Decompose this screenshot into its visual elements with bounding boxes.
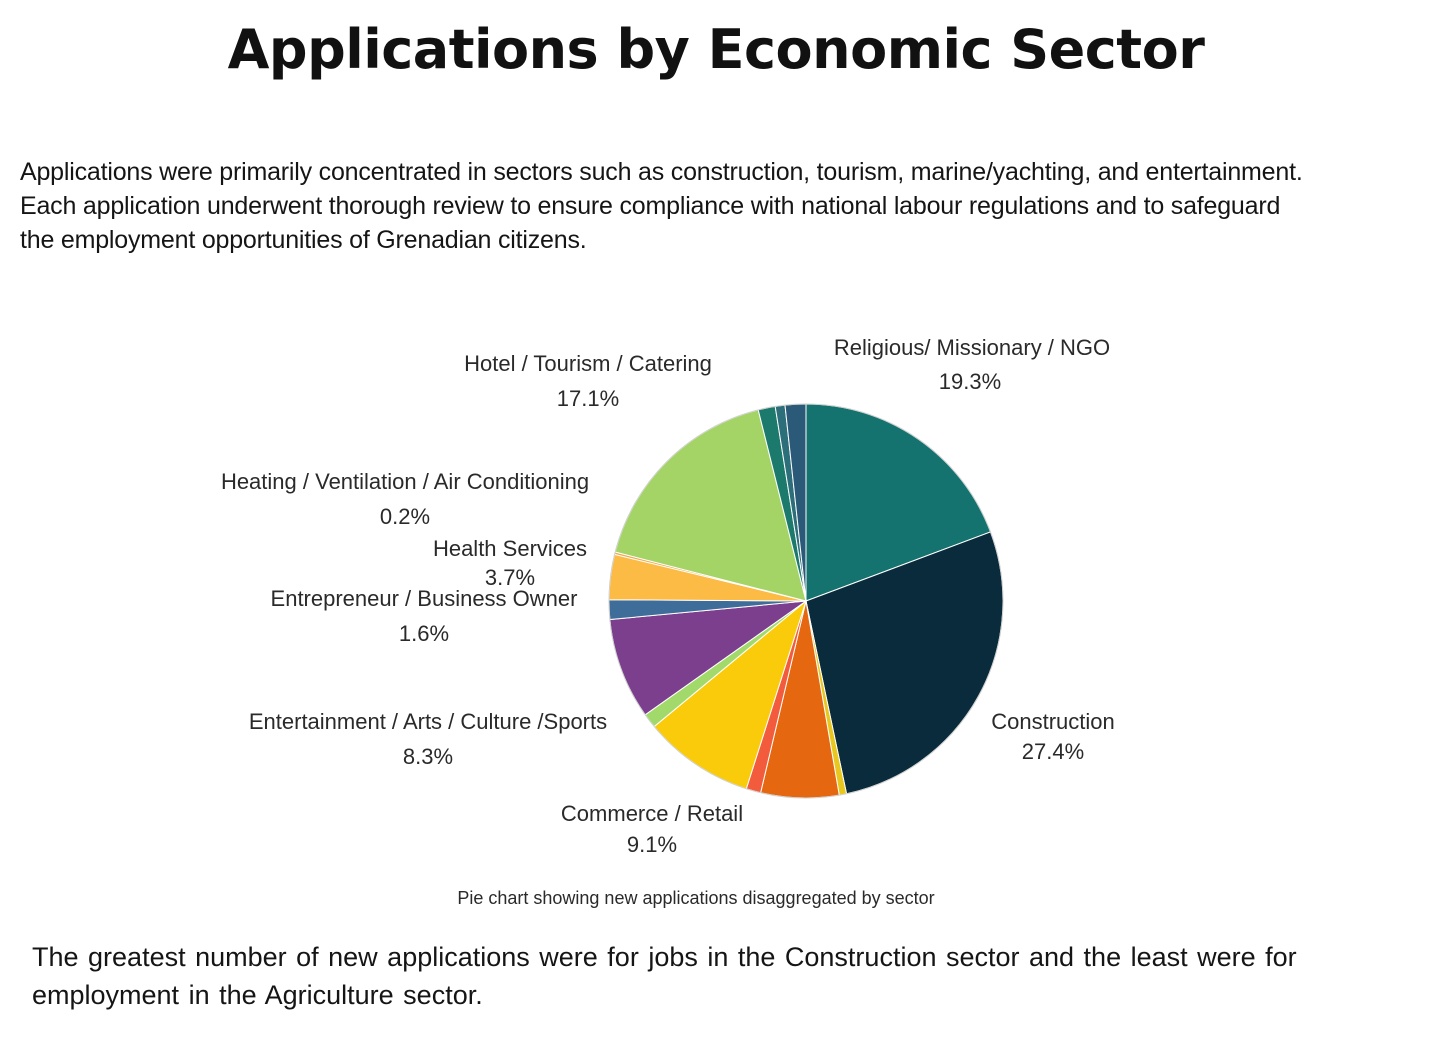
slice-label-health: Health Services: [432, 536, 588, 561]
slice-label-religious: Religious/ Missionary / NGO: [833, 335, 1111, 360]
slice-value-construction: 27.4%: [1021, 739, 1085, 764]
slice-label-entertainment: Entertainment / Arts / Culture /Sports: [248, 709, 608, 734]
intro-line: the employment opportunities of Grenadian citizens.: [20, 226, 587, 254]
conclusion-paragraph: [32, 938, 1440, 1014]
slice-value-hotel: 17.1%: [556, 386, 620, 411]
slice-value-hvac: 0.2%: [379, 504, 431, 529]
intro-line: Applications were primarily concentrated in sectors such as construction, tourism, marine/yachting, and entertainment.: [20, 158, 1303, 186]
chart-caption: Pie chart showing new applications disaggregated by sector: [457, 888, 935, 908]
slice-value-health: 3.7%: [484, 565, 536, 590]
conclusion-line: The greatest number of new applications were for jobs in the Construction sector and the least were for: [32, 942, 1297, 972]
slice-value-commerce: 9.1%: [626, 832, 678, 857]
slice-value-entertainment: 8.3%: [402, 744, 454, 769]
conclusion-line: employment in the Agriculture sector.: [32, 980, 483, 1010]
slice-value-religious: 19.3%: [938, 369, 1002, 394]
pie-slices: [609, 404, 1003, 798]
page-title: Applications by Economic Sector: [227, 18, 1205, 81]
slice-label-entrepreneur: Entrepreneur / Business Owner: [270, 586, 578, 611]
slice-value-entrepreneur: 1.6%: [398, 621, 450, 646]
intro-line: Each application underwent thorough review to ensure compliance with national labour regulations and to safeguard: [20, 192, 1281, 220]
slice-label-construction: Construction: [991, 709, 1115, 734]
slice-label-hotel: Hotel / Tourism / Catering: [464, 351, 712, 376]
slice-label-hvac: Heating / Ventilation / Air Conditioning: [220, 469, 590, 494]
slice-label-commerce: Commerce / Retail: [560, 801, 744, 826]
